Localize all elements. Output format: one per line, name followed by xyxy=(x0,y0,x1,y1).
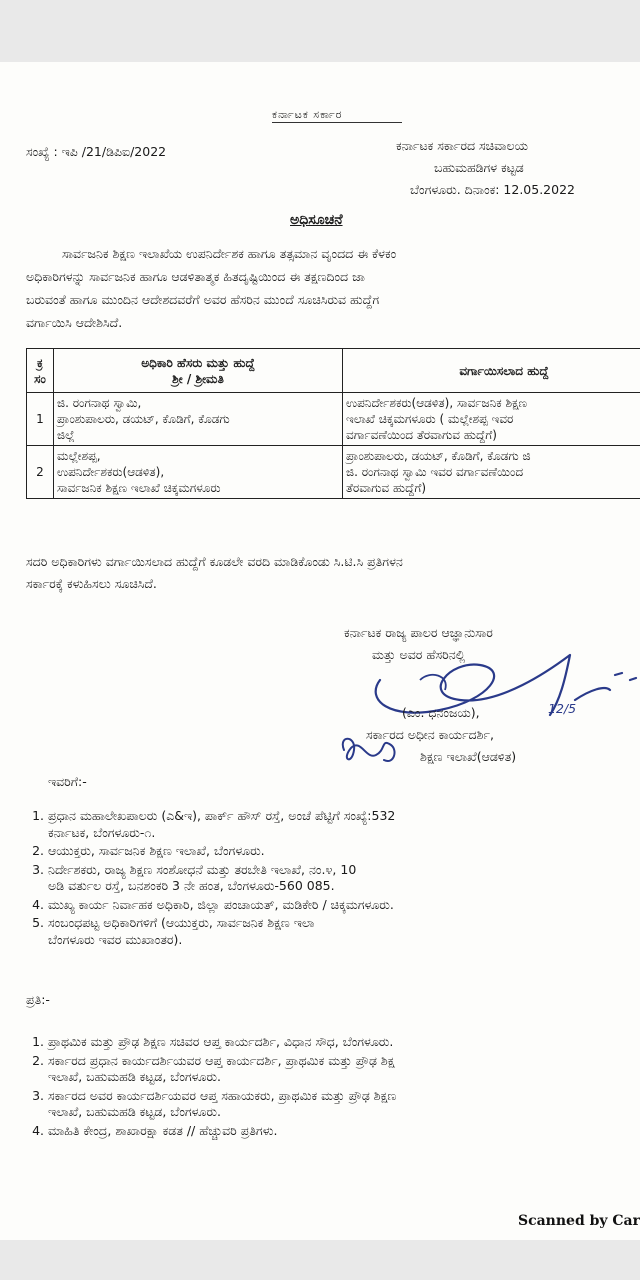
office-date-line: ಬೆಂಗಳೂರು. ದಿನಾಂಕ: 12.05.2022 xyxy=(410,182,575,197)
signatory-designation-1: ಸರ್ಕಾರದ ಅಧೀನ ಕಾರ್ಯದರ್ಶಿ, xyxy=(366,727,494,742)
list-item: 2. ಆಯುಕ್ತರು, ಸಾರ್ವಜನಿಕ ಶಿಕ್ಷಣ ಇಲಾಖೆ, ಬೆಂಗಳೂರು. xyxy=(48,843,395,860)
row-post: ಪ್ರಾಂಶುಪಾಲರು, ಡಯಟ್, ಕೊಡಿಗೆ, ಕೊಡಗು ಜಿ ಜಿ. ರಂಗನಾಥ ಸ್ವಾಮಿ ಇವರ ವರ್ಗಾವಣೆಯಿಂದ ತೆರವಾಗುವ ಹುದ್ದೆಗೆ) xyxy=(343,446,640,499)
list-item: 1. ಪ್ರಾಥಮಿಕ ಮತ್ತು ಪ್ರೌಢ ಶಿಕ್ಷಣ ಸಚಿವರ ಆಪ್ತ ಕಾರ್ಯದರ್ಶಿ, ವಿಧಾನ ಸೌಧ, ಬೆಂಗಳೂರು. xyxy=(48,1034,396,1051)
office-address-line-1: ಕರ್ನಾಟಕ ಸರ್ಕಾರದ ಸಚಿವಾಲಯ xyxy=(396,138,528,153)
copy-label: ಪ್ರತಿ:- xyxy=(26,992,50,1007)
table-row xyxy=(27,393,640,446)
instruction-line-1: ಸದರಿ ಅಧಿಕಾರಿಗಳು ವರ್ಗಾಯಿಸಲಾದ ಹುದ್ದೆಗೆ ಕೂಡಲೇ ವರದಿ ಮಾಡಿಕೊಂಡು ಸಿ.ಟಿ.ಸಿ ಪ್ರತಿಗಳನ xyxy=(26,554,403,569)
row-serial: 2 xyxy=(27,446,54,499)
intro-line-3: ಬರುವಂತೆ ಹಾಗೂ ಮುಂದಿನ ಆದೇಶದವರೆಗೆ ಅವರ ಹೆಸರಿನ ಮುಂದೆ ಸೂಚಿಸಿರುವ ಹುದ್ದೆಗ xyxy=(26,292,380,307)
row-officer: ಮಲ್ಲೇಶಪ್ಪ, ಉಪನಿರ್ದೇಶಕರು(ಆಡಳಿತ), ಸಾರ್ವಜನಿಕ ಶಿಕ್ಷಣ ಇಲಾಖೆ ಚಿಕ್ಕಮಗಳೂರು xyxy=(54,446,343,499)
reference-number: ಸಂಖ್ಯೆ : ಇಪಿ /21/ಡಿಪಿಐ/2022 xyxy=(26,144,167,159)
office-address-line-2: ಬಹುಮಹಡಿಗಳ ಕಟ್ಟಡ xyxy=(434,160,524,175)
list-item: 2. ಸರ್ಕಾರದ ಪ್ರಧಾನ ಕಾರ್ಯದರ್ಶಿಯವರ ಆಪ್ತ ಕಾರ್ಯದರ್ಶಿ, ಪ್ರಾಥಮಿಕ ಮತ್ತು ಪ್ರೌಢ ಶಿಕ್ಷ ಇಲಾಖೆ, ಬಹುಮಹಡಿ ಕಟ್ಟಡ, ಬೆಂಗಳೂರು. xyxy=(48,1053,396,1086)
scanner-watermark: Scanned by Car xyxy=(517,1213,640,1229)
intro-line-4: ವರ್ಗಾಯಿಸಿ ಆದೇಶಿಸಿದೆ. xyxy=(26,315,123,330)
header-officer: ಅಧಿಕಾರಿ ಹೆಸರು ಮತ್ತು ಹುದ್ದೆ ಶ್ರೀ / ಶ್ರೀಮತಿ xyxy=(54,349,343,393)
recipients-label: ಇವರಿಗೆ:- xyxy=(48,774,87,789)
government-header: ಕರ್ನಾಟಕ ಸರ್ಕಾರ xyxy=(272,108,343,121)
initial-signature-icon xyxy=(336,730,406,770)
row-officer: ಜಿ. ರಂಗನಾಥ ಸ್ವಾಮಿ, ಪ್ರಾಂಶುಪಾಲರು, ಡಯಟ್, ಕೊಡಿಗೆ, ಕೊಡಗು ಜಿಲ್ಲೆ xyxy=(54,393,343,446)
row-post: ಉಪನಿರ್ದೇಶಕರು(ಆಡಳಿತ), ಸಾರ್ವಜನಿಕ ಶಿಕ್ಷಣ ಇಲಾಖೆ ಚಿಕ್ಕಮಗಳೂರು ( ಮಲ್ಲೇಶಪ್ಪ ಇವರ ವರ್ಗಾವಣೆಯಿಂದ ತೆರವಾಗುವ ಹುದ್ದೆಗೆ) xyxy=(343,393,640,446)
signature-date-note: 12/5 xyxy=(548,701,577,716)
signatory-name: (ಎಂ. ಧನಂಜಯ), xyxy=(402,705,480,720)
list-item: 4. ಮಾಹಿತಿ ಕೇಂದ್ರ, ಶಾಖಾರಕ್ಷಾ ಕಡತ // ಹೆಚ್ಚುವರಿ ಪ್ರತಿಗಳು. xyxy=(48,1123,396,1140)
intro-line-2: ಅಧಿಕಾರಿಗಳನ್ನು ಸಾರ್ವಜನಿಕ ಹಾಗೂ ಆಡಳಿತಾತ್ಮಕ ಹಿತದೃಷ್ಟಿಯಿಂದ ಈ ತಕ್ಷಣದಿಂದ ಜಾ xyxy=(26,269,365,284)
list-item: 3. ಸರ್ಕಾರದ ಅವರ ಕಾರ್ಯದರ್ಶಿಯವರ ಆಪ್ತ ಸಹಾಯಕರು, ಪ್ರಾಥಮಿಕ ಮತ್ತು ಪ್ರೌಢ ಶಿಕ್ಷಣ ಇಲಾಖೆ, ಬಹುಮಹಡಿ ಕಟ್ಟಡ, ಬೆಂಗಳೂರು. xyxy=(48,1088,396,1121)
list-item: 3. ನಿರ್ದೇಶಕರು, ರಾಜ್ಯ ಶಿಕ್ಷಣ ಸಂಶೋಧನೆ ಮತ್ತು ತರಬೇತಿ ಇಲಾಖೆ, ನಂ.೪, 10 ಅಡಿ ವರ್ತುಲ ರಸ್ತೆ, ಬನಶಂಕರಿ 3 ನೇ ಹಂತ, ಬೆಂಗಳೂರು-560 085. xyxy=(48,862,395,895)
transfer-table xyxy=(26,348,640,499)
signature-authority-line: ಕರ್ನಾಟಕ ರಾಜ್ಯ ಪಾಲರ ಆಜ್ಞಾನುಸಾರ xyxy=(344,625,493,640)
list-item: 5. ಸಂಬಂಧಪಟ್ಟ ಅಧಿಕಾರಿಗಳಿಗೆ (ಆಯುಕ್ತರು, ಸಾರ್ವಜನಿಕ ಶಿಕ್ಷಣ ಇಲಾ ಬೆಂಗಳೂರು ಇವರ ಮುಖಾಂತರ). xyxy=(48,915,395,948)
row-serial: 1 xyxy=(27,393,54,446)
signatory-designation-2: ಶಿಕ್ಷಣ ಇಲಾಖೆ(ಆಡಳಿತ) xyxy=(420,749,517,764)
table-row xyxy=(27,446,640,499)
intro-paragraph xyxy=(26,242,640,334)
header-serial: ಕ್ರ ಸಂ xyxy=(27,349,54,393)
header-transferred-post: ವರ್ಗಾಯಿಸಲಾದ ಹುದ್ದೆ xyxy=(343,349,640,393)
table-header-row xyxy=(27,349,640,393)
copy-list xyxy=(16,1034,396,1141)
instruction-line-2: ಸರ್ಕಾರಕ್ಕೆ ಕಳುಹಿಸಲು ಸೂಚಿಸಿದೆ. xyxy=(26,576,157,591)
notification-title: ಅಧಿಸೂಚನೆ xyxy=(290,212,343,228)
signature-name-line: ಮತ್ತು ಅವರ ಹೆಸರಿನಲ್ಲಿ xyxy=(372,647,466,662)
intro-line-1: ಸಾರ್ವಜನಿಕ ಶಿಕ್ಷಣ ಇಲಾಖೆಯ ಉಪನಿರ್ದೇಶಕ ಹಾಗೂ ತತ್ಸಮಾನ ವೃಂದದ ಈ ಕೆಳಕಂ xyxy=(62,246,397,261)
list-item: 1. ಪ್ರಧಾನ ಮಹಾಲೇಖಪಾಲರು (ಎ&ಇ), ಪಾರ್ಕ್ ಹೌಸ್ ರಸ್ತೆ, ಅಂಚೆ ಪೆಟ್ಟಿಗೆ ಸಂಖ್ಯೆ:532 ಕರ್ನಾಟಕ, ಬೆಂಗಳೂರು-೧. xyxy=(48,808,395,841)
header-underline xyxy=(272,122,402,123)
document-page xyxy=(0,62,640,1240)
list-item: 4. ಮುಖ್ಯ ಕಾರ್ಯ ನಿರ್ವಾಹಕ ಅಧಿಕಾರಿ, ಜಿಲ್ಲಾ ಪಂಚಾಯತ್, ಮಡಿಕೇರಿ / ಚಿಕ್ಕಮಗಳೂರು. xyxy=(48,897,395,914)
recipients-list xyxy=(16,808,395,950)
